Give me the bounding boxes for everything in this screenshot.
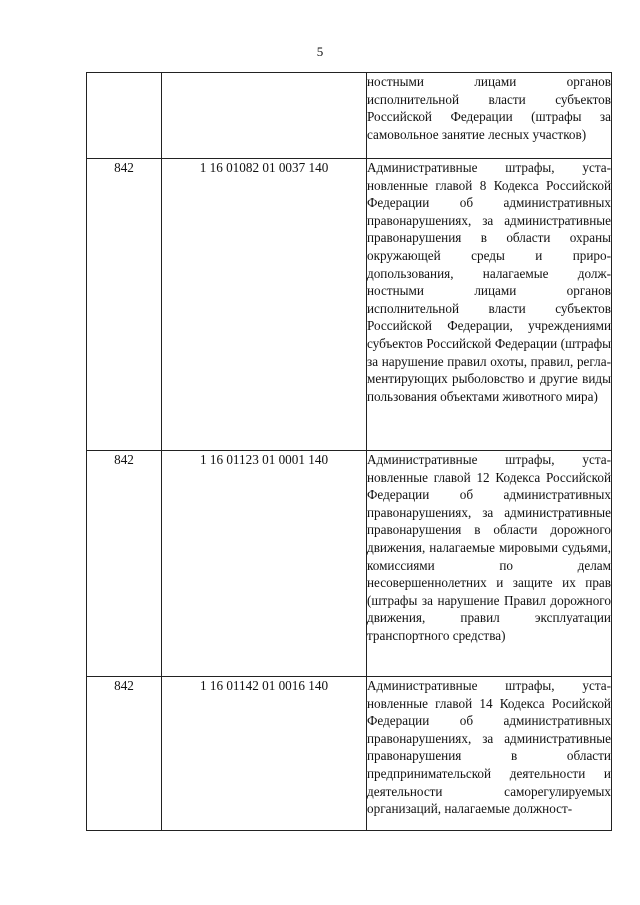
budget-classification-code-cell	[162, 73, 367, 159]
administrator-code-cell	[87, 73, 162, 159]
administrator-code-cell: 842	[87, 159, 162, 451]
table-row	[87, 451, 612, 677]
page-number: 5	[316, 44, 324, 59]
budget-classification-code-cell: 1 16 01142 01 0016 140	[162, 677, 367, 831]
budget-classification-code-cell: 1 16 01082 01 0037 140	[162, 159, 367, 451]
table-row	[87, 677, 612, 831]
administrator-code-cell: 842	[87, 451, 162, 677]
income-description-cell: Административные штрафы, установленные главой 8 Кодекса Российской Федерации об административных правонарушениях, за административные правонарушения в области охраны окружающей среды и природопользования, налагаемые должностными лицами органов исполнительной власти субъектов Российской Федерации, учреждениями субъектов Российской Федерации (штрафы за нарушение правил охоты, правил, регламентирующих рыболовство и другие виды пользования объектами животного мира)	[367, 159, 612, 451]
budget-classification-code-cell: 1 16 01123 01 0001 140	[162, 451, 367, 677]
income-description-cell: Административные штрафы, установленные главой 12 Кодекса Российской Федерации об административных правонарушениях, за административные правонарушения в области дорожного движения, налагаемые мировыми судьями, комиссиями по делам несовершеннолетних и защите их прав (штрафы за нарушение Правил дорожного движения, правил эксплуатации транспортного средства)	[367, 451, 612, 677]
administrator-code-cell: 842	[87, 677, 162, 831]
income-description-cell: Административные штрафы, установленные главой 14 Кодекса Росийской Федерации об административных правонарушениях, за административные правонарушения в области предпринимательской деятельности и деятельности саморегулируемых организаций, налагаемые должност-	[367, 677, 612, 831]
table-row	[87, 159, 612, 451]
income-description-cell: ностными лицами органов исполнительной власти субъектов Российской Федерации (штрафы за самовольное занятие лесных участков)	[367, 73, 612, 159]
table-row	[87, 73, 612, 159]
budget-codes-table	[86, 72, 612, 831]
